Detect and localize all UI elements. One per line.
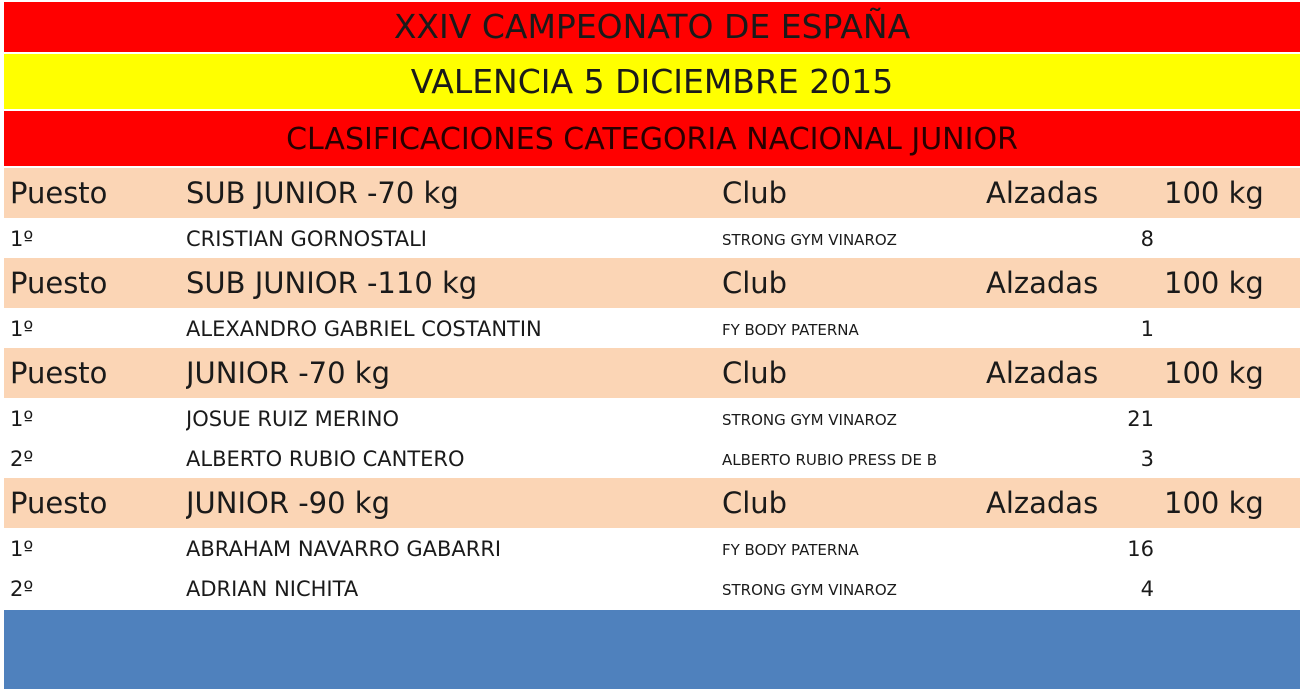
athlete-club: STRONG GYM VINAROZ — [722, 231, 897, 249]
athlete-club: STRONG GYM VINAROZ — [722, 411, 897, 429]
category-header-row — [4, 478, 1300, 528]
alzadas-header: Alzadas — [986, 266, 1099, 300]
category-name: JUNIOR -90 kg — [186, 486, 391, 520]
athlete-name: ALEXANDRO GABRIEL COSTANTIN — [186, 317, 542, 341]
alzadas-value: 21 — [1127, 407, 1154, 431]
alzadas-value: 3 — [1140, 447, 1154, 471]
result-place: 1º — [10, 407, 34, 431]
result-row — [4, 218, 1300, 258]
category-name: SUB JUNIOR -70 kg — [186, 176, 459, 210]
puesto-header: Puesto — [10, 486, 108, 520]
category-name: SUB JUNIOR -110 kg — [186, 266, 478, 300]
weight-header: 100 kg — [1164, 486, 1264, 520]
athlete-club: STRONG GYM VINAROZ — [722, 581, 897, 599]
athlete-name: ADRIAN NICHITA — [186, 577, 359, 601]
alzadas-value: 8 — [1140, 227, 1154, 251]
event-location-date: VALENCIA 5 DICIEMBRE 2015 — [4, 54, 1300, 109]
result-row — [4, 528, 1300, 568]
alzadas-header: Alzadas — [986, 356, 1099, 390]
result-place: 1º — [10, 537, 34, 561]
club-header: Club — [722, 266, 788, 300]
alzadas-value: 16 — [1127, 537, 1154, 561]
result-row — [4, 308, 1300, 348]
club-header: Club — [722, 356, 788, 390]
club-header: Club — [722, 176, 788, 210]
puesto-header: Puesto — [10, 356, 108, 390]
result-row — [4, 438, 1300, 478]
championship-title: XXIV CAMPEONATO DE ESPAÑA — [4, 2, 1300, 52]
result-row — [4, 568, 1300, 608]
result-place: 2º — [10, 577, 34, 601]
classification-heading: CLASIFICACIONES CATEGORIA NACIONAL JUNIOR — [4, 111, 1300, 166]
athlete-name: JOSUE RUIZ MERINO — [186, 407, 399, 431]
result-place: 1º — [10, 227, 34, 251]
result-row — [4, 398, 1300, 438]
puesto-header: Puesto — [10, 266, 108, 300]
weight-header: 100 kg — [1164, 356, 1264, 390]
category-header-row — [4, 258, 1300, 308]
athlete-club: FY BODY PATERNA — [722, 321, 859, 339]
athlete-club: ALBERTO RUBIO PRESS DE B — [722, 451, 937, 469]
result-place: 1º — [10, 317, 34, 341]
alzadas-header: Alzadas — [986, 176, 1099, 210]
weight-header: 100 kg — [1164, 266, 1264, 300]
category-name: JUNIOR -70 kg — [186, 356, 391, 390]
athlete-name: ALBERTO RUBIO CANTERO — [186, 447, 465, 471]
athlete-club: FY BODY PATERNA — [722, 541, 859, 559]
category-header-row — [4, 168, 1300, 218]
category-header-row — [4, 348, 1300, 398]
weight-header: 100 kg — [1164, 176, 1264, 210]
club-header: Club — [722, 486, 788, 520]
result-place: 2º — [10, 447, 34, 471]
athlete-name: CRISTIAN GORNOSTALI — [186, 227, 427, 251]
alzadas-header: Alzadas — [986, 486, 1099, 520]
footer-band — [4, 610, 1300, 689]
puesto-header: Puesto — [10, 176, 108, 210]
alzadas-value: 1 — [1140, 317, 1154, 341]
alzadas-value: 4 — [1140, 577, 1154, 601]
athlete-name: ABRAHAM NAVARRO GABARRI — [186, 537, 502, 561]
